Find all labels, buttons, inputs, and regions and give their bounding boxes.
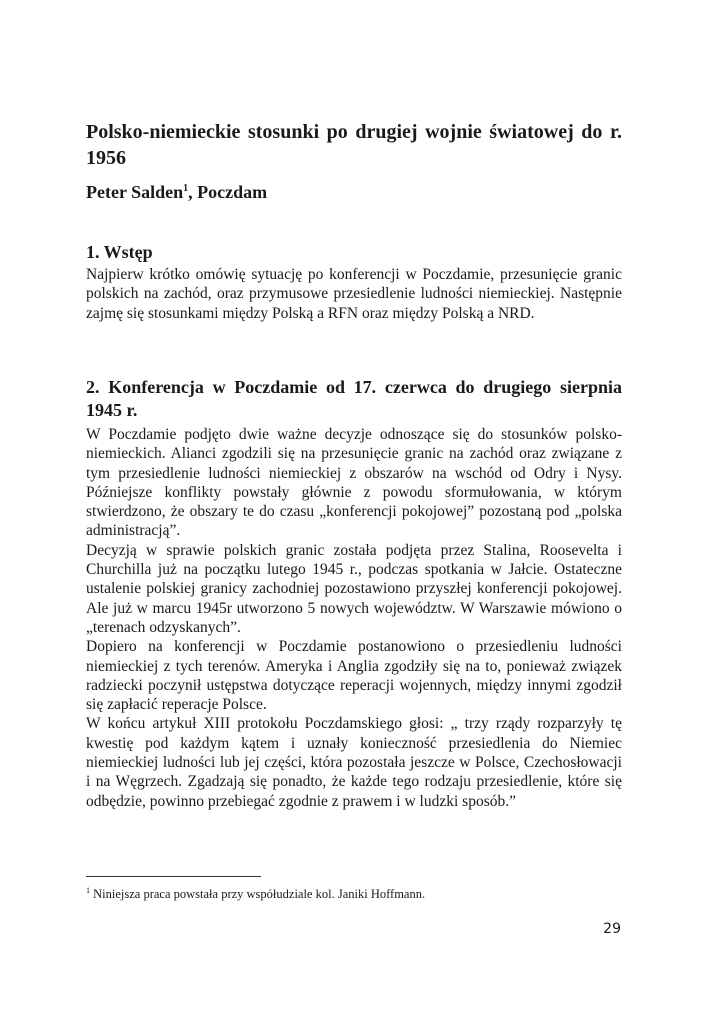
footnote-divider (86, 876, 261, 877)
section-paragraph: Decyzją w sprawie polskich granic została podjęta przez Stalina, Roosevelta i Churchilla już na początku lutego 1945 r., podczas spotkania w Jałcie. Ostateczne ustalenie polskiej granicy zachodniej pozostawiono przyszłej konferencji pokojowej. Ale już w marcu 1945r utworzono 5 nowych województw. W Warszawie mówiono o „terenach odzyskanych”. (86, 541, 622, 636)
section-paragraph: Dopiero na konferencji w Poczdamie postanowiono o przesiedleniu ludności niemieckiej z tych terenów. Ameryka i Anglia zgodziły się na to, ponieważ związek radziecki poczynił ustępstwa dotyczące reperacji wojennych, między innymi zgodził się zapłacić reperacje Polsce. (86, 638, 622, 714)
section-body-potsdam-conference (86, 425, 622, 811)
footnote (86, 886, 622, 902)
section-paragraph: W końcu artykuł XIII protokołu Poczdamskiego głosi: „ trzy rządy rozparzyły tę kwestię pod każdym kątem i uznały konieczność przesiedlenia do Niemiec niemieckiej ludności lub jej części, która pozostała jeszcze w Polsce, Czechosłowacji i na Węgrzech. Zgadzają się ponadto, że każde tego rodzaju przesiedlenie, które się odbędzie, powinno przebiegać zgodnie z prawem i w ludzki sposób.” (86, 715, 622, 810)
page-number: 29 (603, 921, 621, 937)
section-heading-introduction: 1. Wstęp (86, 242, 153, 262)
footnote-text: Niniejsza praca powstała przy współudziale kol. Janiki Hoffmann. (90, 887, 426, 901)
footnote-marker: 1 (86, 885, 90, 895)
section-paragraph: W Poczdamie podjęto dwie ważne decyzje odnoszące się do stosunków polsko-niemieckich. Alianci zgodzili się na przesunięcie granic na zachód oraz związane z tym przesiedlenie ludności niemieckiej z obszarów na wschód od Odry i Nysy. Późniejsze konflikty powstały głównie z powodu sformułowania, w którym stwierdzono, że obszary te do czasu „konferencji pokojowej” pozostaną pod „polska administracją”. (86, 426, 622, 540)
author-line (86, 180, 622, 204)
section-heading-potsdam-conference: 2. Konferencja w Poczdamie od 17. czerwca do drugiego sierpnia 1945 r. (86, 377, 622, 420)
author-affiliation: , Poczdam (188, 182, 268, 202)
document-title: Polsko-niemieckie stosunki po drugiej wojnie światowej do r. 1956 (86, 121, 622, 169)
section-paragraph: Najpierw krótko omówię sytuację po konferencji w Poczdamie, przesunięcie granic polskich na zachód, oraz przymusowe przesiedlenie ludności niemieckiej. Następnie zajmę się stosunkami między Polską a RFN oraz między Polską a NRD. (86, 266, 622, 322)
author-footnote-marker[interactable]: 1 (183, 183, 189, 194)
author-name: Peter Salden (86, 182, 184, 202)
